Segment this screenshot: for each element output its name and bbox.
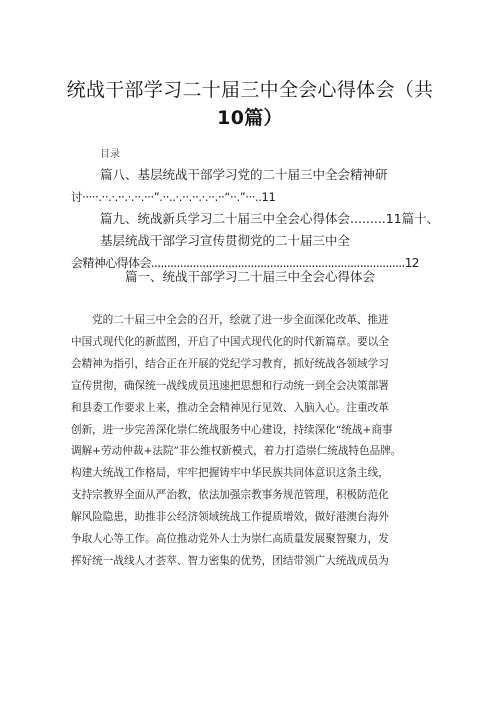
document-title-line-2: 10篇） — [217, 107, 283, 129]
body-line: 中国式现代化的新蓝图，开启了中国式现代化的时代新篇章。要以全 — [71, 335, 389, 348]
document-title — [60, 76, 440, 132]
body-line: 构建大统战工作格局，牢牢把握铸牢中华民族共同体意识这条主线， — [71, 467, 389, 480]
toc-entry-10-page[interactable]: 会精神心得体会...............................................................................12 — [71, 256, 419, 270]
toc-entry-9[interactable]: 篇九、统战新兵学习二十届三中全会心得体会.........11篇十、 — [100, 211, 440, 226]
body-line: 和县委工作要求上来，推动全会精神见行见效、入脑入心。注重改革 — [71, 401, 389, 414]
body-line: 党的二十届三中全会的召开，绘就了进一步全面深化改革、推进 — [92, 314, 389, 326]
section-heading: 篇一、统战干部学习二十届三中全会心得体会 — [124, 269, 375, 284]
body-line: 创新，进一步完善深化崇仁统战服务中心建设，持续深化“统战+商事 — [71, 423, 393, 436]
body-line: 支持宗教界全面从严治教，依法加强宗教事务规范管理，积极防范化 — [71, 489, 389, 502]
body-line: 解风险隐患，助推非公经济领域统战工作提质增效，做好港澳台海外 — [71, 511, 389, 524]
toc-entry-8-page[interactable]: 讨·····.··.·.··.·.··.···”.··..·.··.··.·.··.··“··.”···..11 — [71, 190, 276, 204]
body-line: 挥好统一战线人才荟萃、智力密集的优势，团结带领广大统战成员为 — [71, 554, 389, 567]
body-line: 宣传贯彻，确保统一战线成员迅速把思想和行动统一到全会决策部署 — [71, 379, 389, 392]
body-paragraph — [71, 310, 437, 573]
body-line: 争取人心等工作。高位推动党外人士为崇仁高质量发展聚智聚力，发 — [71, 533, 389, 546]
toc-label: 目录 — [100, 149, 120, 160]
body-line: 会精神为指引，结合正在开展的党纪学习教育，抓好统战各领域学习 — [71, 357, 389, 370]
toc-entry-10[interactable]: 基层统战干部学习宣传贯彻党的二十届三中全 — [100, 233, 351, 248]
toc-entry-8[interactable]: 篇八、基层统战干部学习党的二十届三中全会精神研 — [100, 167, 388, 182]
body-line: 调解+劳动仲裁+法院”非公维权新模式，着力打造崇仁统战特色品牌。 — [71, 445, 402, 458]
document-title-line-1: 统战干部学习二十届三中全会心得体会（共 — [66, 79, 434, 101]
